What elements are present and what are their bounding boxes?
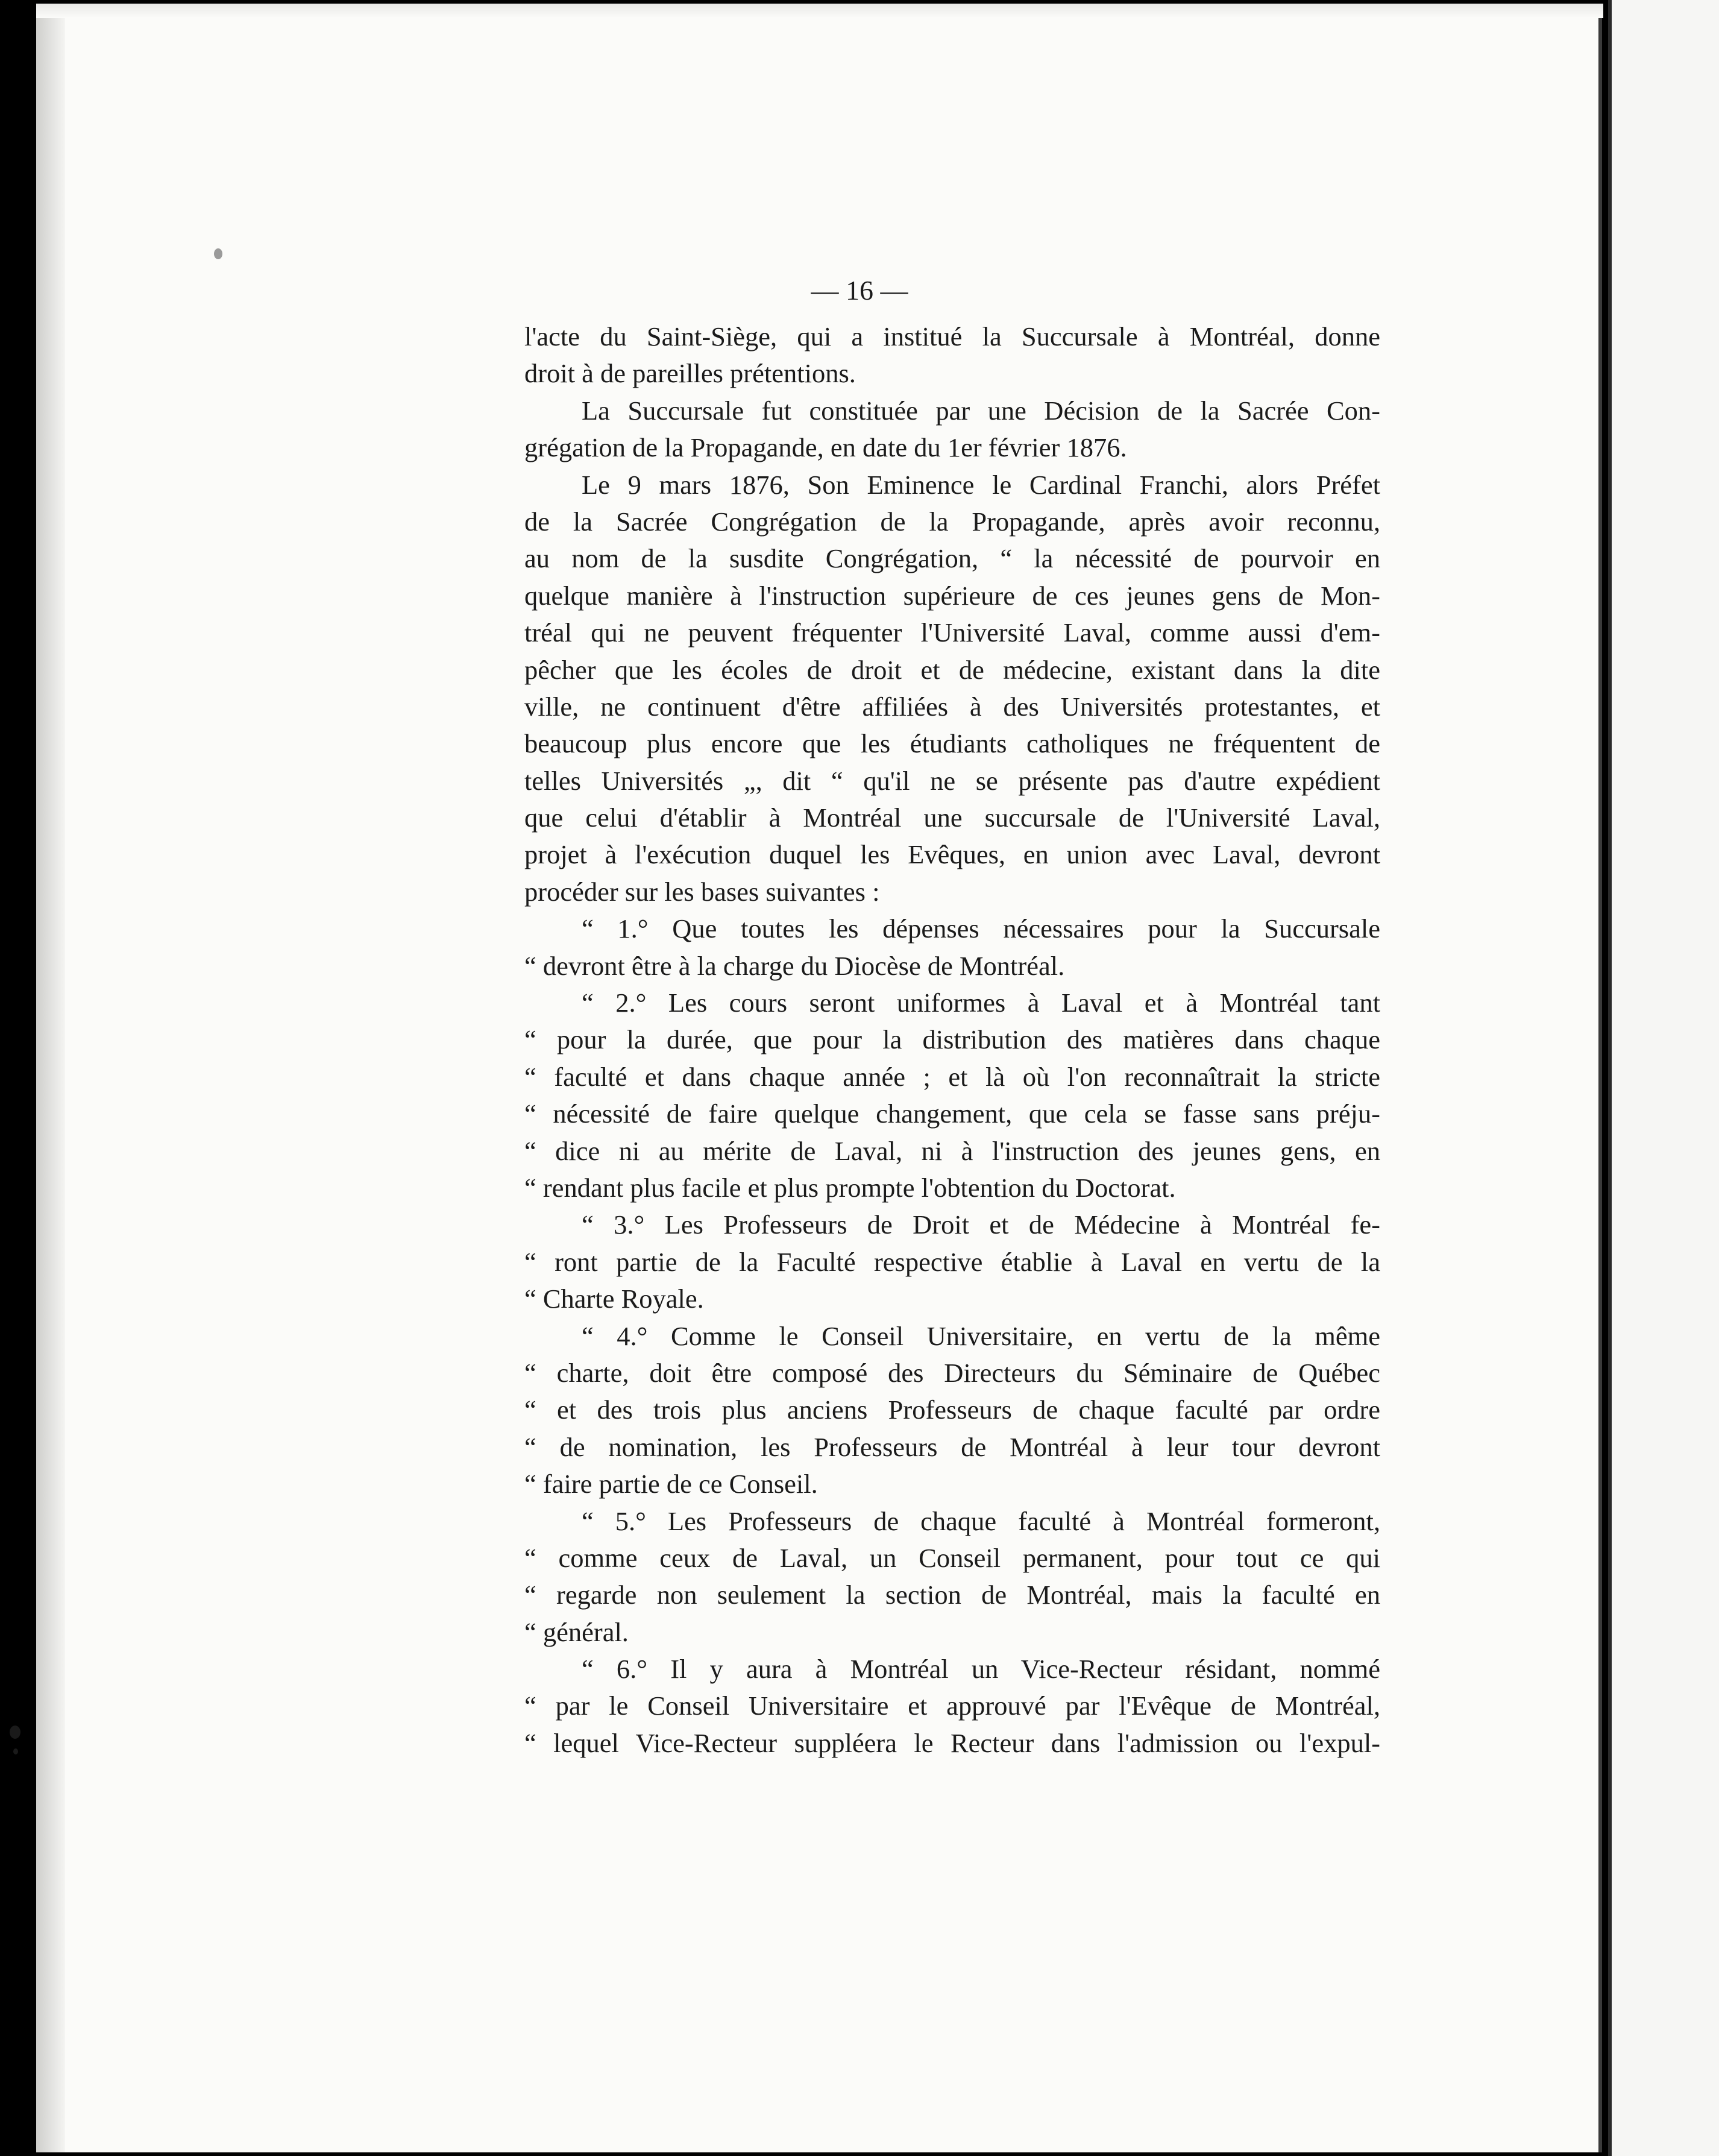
text-line: “ pour la durée, que pour la distribution des matières dans chaque xyxy=(524,1024,1380,1055)
text-line: “ 6.° Il y aura à Montréal un Vice-Recteur résidant, nommé xyxy=(582,1654,1380,1685)
text-line: “ faire partie de ce Conseil. xyxy=(524,1469,818,1499)
page-number: — 16 — xyxy=(811,275,908,306)
text-line: “ et des trois plus anciens Professeurs de chaque faculté par ordre xyxy=(524,1395,1380,1425)
text-line: “ général. xyxy=(524,1616,629,1647)
text-line: “ par le Conseil Universitaire et approuvé par l'Evêque de Montréal, xyxy=(524,1691,1380,1721)
text-line: procéder sur les bases suivantes : xyxy=(524,876,880,907)
text-line: “ 3.° Les Professeurs de Droit et de Médecine à Montréal fe- xyxy=(582,1209,1380,1240)
text-line: Le 9 mars 1876, Son Eminence le Cardinal Franchi, alors Préfet xyxy=(582,469,1380,500)
text-line: “ 2.° Les cours seront uniformes à Laval et à Montréal tant xyxy=(582,988,1380,1018)
text-line: que celui d'établir à Montréal une succursale de l'Université Laval, xyxy=(524,802,1380,833)
text-line: “ ront partie de la Faculté respective établie à Laval en vertu de la xyxy=(524,1246,1380,1277)
text-line: “ charte, doit être composé des Directeurs du Séminaire de Québec xyxy=(524,1357,1380,1388)
text-line: tréal qui ne peuvent fréquenter l'Université Laval, comme aussi d'em- xyxy=(524,617,1380,648)
text-line: La Succursale fut constituée par une Décision de la Sacrée Con- xyxy=(582,395,1380,426)
text-line: projet à l'exécution duquel les Evêques, en union avec Laval, devront xyxy=(524,839,1380,870)
text-line: grégation de la Propagande, en date du 1er février 1876. xyxy=(524,432,1127,463)
ink-speck xyxy=(10,1726,20,1739)
text-line: beaucoup plus encore que les étudiants catholiques ne fréquentent de xyxy=(524,728,1380,759)
text-line: “ nécessité de faire quelque changement, que cela se fasse sans préju- xyxy=(524,1098,1380,1129)
text-line: quelque manière à l'instruction supérieure de ces jeunes gens de Mon- xyxy=(524,580,1380,611)
text-line: “ devront être à la charge du Diocèse de Montréal. xyxy=(524,950,1065,981)
text-line: au nom de la susdite Congrégation, “ la nécessité de pourvoir en xyxy=(524,543,1380,574)
text-line: “ rendant plus facile et plus prompte l'obtention du Doctorat. xyxy=(524,1172,1176,1203)
body-text xyxy=(524,318,1380,1762)
text-line: “ faculté et dans chaque année ; et là où l'on reconnaîtrait la stricte xyxy=(524,1061,1380,1092)
sheet-top-edge xyxy=(36,4,1603,18)
text-line: “ comme ceux de Laval, un Conseil permanent, pour tout ce qui xyxy=(524,1542,1380,1573)
text-line: “ de nomination, les Professeurs de Montréal à leur tour devront xyxy=(524,1431,1380,1462)
text-line: “ 1.° Que toutes les dépenses nécessaires pour la Succursale xyxy=(582,913,1380,944)
text-line: pêcher que les écoles de droit et de médecine, existant dans la dite xyxy=(524,654,1380,685)
text-line: de la Sacrée Congrégation de la Propagande, après avoir reconnu, xyxy=(524,506,1380,537)
sheet-left-edge xyxy=(36,18,65,2152)
text-line: “ regarde non seulement la section de Montréal, mais la faculté en xyxy=(524,1580,1380,1610)
text-line: “ lequel Vice-Recteur suppléera le Recteur dans l'admission ou l'expul- xyxy=(524,1727,1380,1758)
text-line: “ Charte Royale. xyxy=(524,1284,704,1314)
text-line: “ dice ni au mérite de Laval, ni à l'instruction des jeunes gens, en xyxy=(524,1135,1380,1166)
text-line: telles Universités „, dit “ qu'il ne se présente pas d'autre expédient xyxy=(524,765,1380,796)
text-line: ville, ne continuent d'être affiliées à des Universités protestantes, et xyxy=(524,691,1380,722)
text-line: l'acte du Saint-Siège, qui a institué la Succursale à Montréal, donne xyxy=(524,321,1380,351)
ink-speck xyxy=(214,248,222,259)
ink-speck xyxy=(13,1748,18,1754)
text-line: droit à de pareilles prétentions. xyxy=(524,358,856,389)
text-line: “ 5.° Les Professeurs de chaque faculté à Montréal formeront, xyxy=(582,1505,1380,1536)
text-line: “ 4.° Comme le Conseil Universitaire, en vertu de la même xyxy=(582,1320,1380,1351)
adjacent-page-edge xyxy=(1608,0,1719,2156)
